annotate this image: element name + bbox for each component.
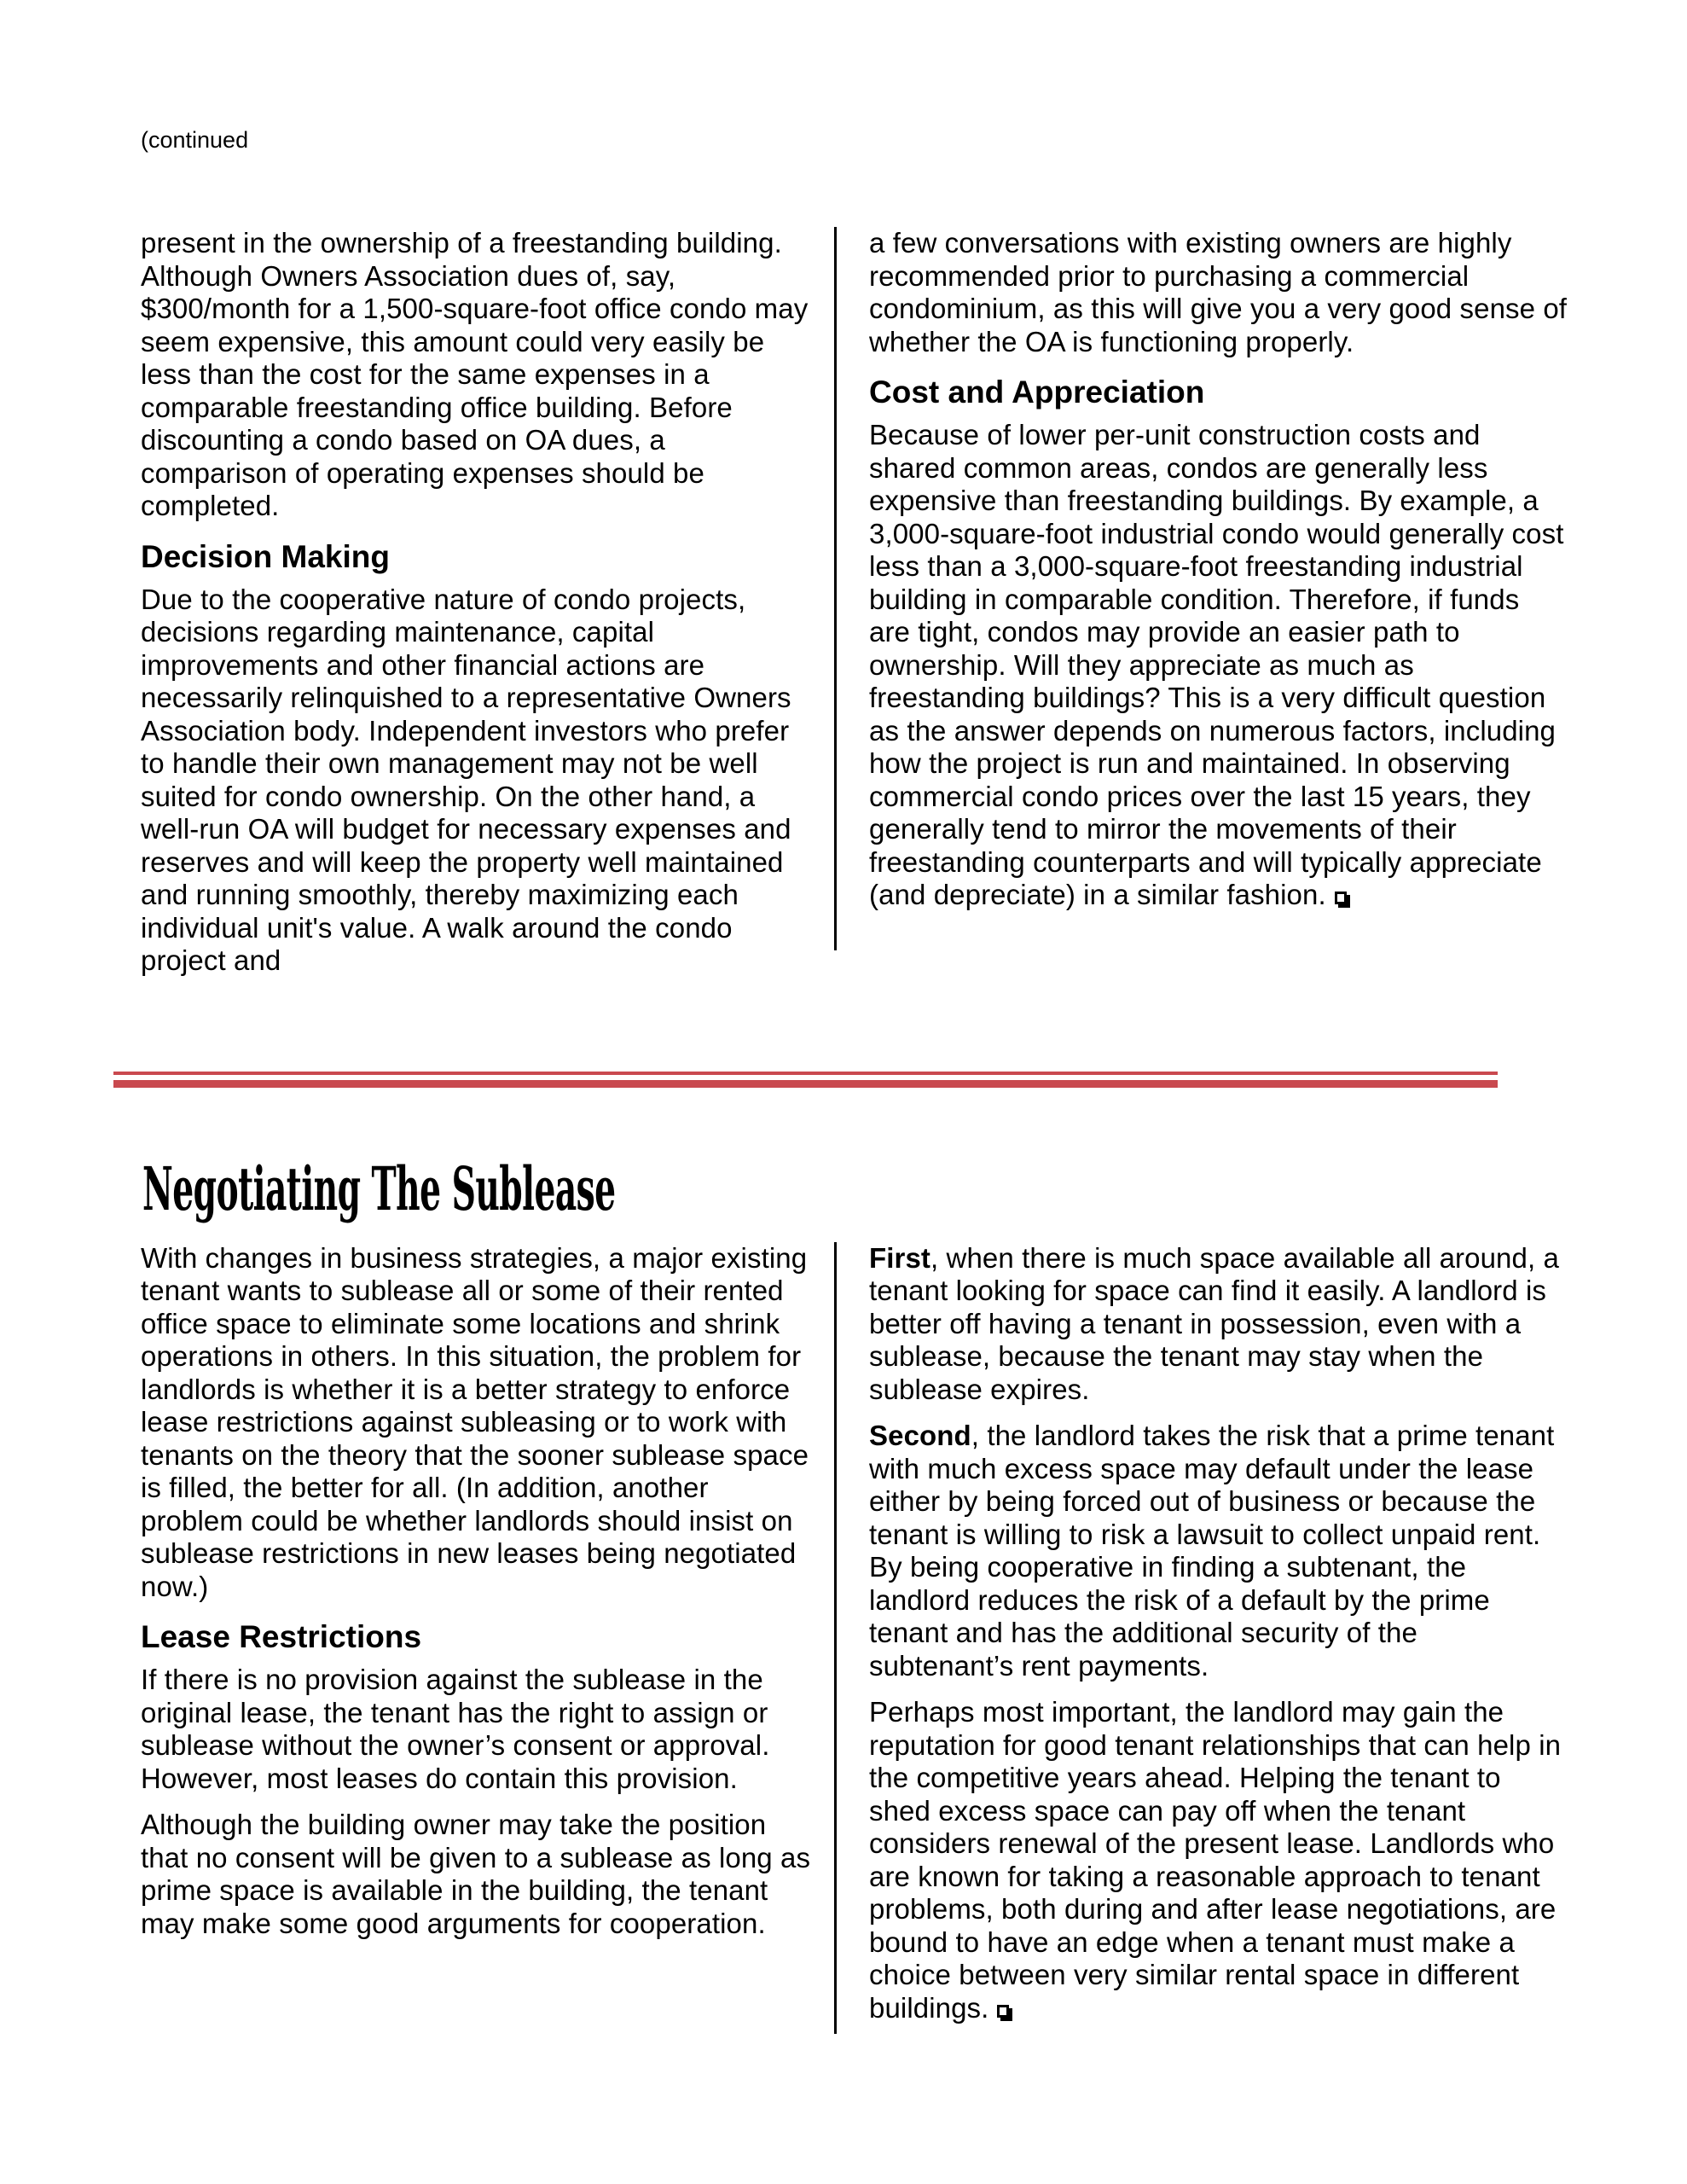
article-title: Negotiating The Sublease — [142, 1153, 616, 1224]
paragraph: Due to the cooperative nature of condo projects, decisions regarding maintenance, capital improvements and other financial actions are necessarily relinquished to a representative Owners Association body. Independent investors who prefer to handle their own management may not be well suited for condo ownership. On the other hand, a well-run OA will budget for necessary expenses and reserves and will keep the property well maintained and running smoothly, thereby maximizing each individual unit's value. A walk around the condo project and — [141, 583, 791, 976]
paragraph: With changes in business strategies, a major existing tenant wants to sublease all or some of their rented office space to eliminate some locations and shrink operations in others. In this situation, the problem for landlords is whether it is a better strategy to enforce lease restrictions against subleasing or to work with tenants on the theory that the sooner sublease space is filled, the better for all. (In addition, another problem could be whether landlords should insist on sublease restrictions in new leases being negotiated now.) — [141, 1241, 809, 1602]
end-of-article-icon — [1335, 892, 1347, 904]
paragraph: Although the building owner may take the position that no consent will be given to a sublease as long as prime space is available in the building, the tenant may make some good arguments for cooperation. — [141, 1809, 811, 1939]
paragraph-lead-word: Second — [869, 1420, 971, 1451]
article-bottom-section — [141, 1242, 1568, 2034]
paragraph — [869, 1242, 1568, 1407]
section-heading-lease-restrictions: Lease Restrictions — [141, 1619, 422, 1654]
paragraph: present in the ownership of a freestanding building. Although Owners Association dues of, say, $300/month for a 1,500-square-foot office condo may seem expensive, this amount could very easily be less than the cost for the same expenses in a comparable freestanding office building. Before discounting a condo based on OA dues, a comparison of operating expenses should be completed. — [141, 227, 809, 521]
article-top-section — [141, 227, 1568, 978]
paragraph: If there is no provision against the sublease in the original lease, the tenant has the right to assign or sublease without the owner’s consent or approval. However, most leases do contain this provision. — [141, 1664, 770, 1794]
paragraph-lead-word: First — [869, 1241, 931, 1274]
article-top-right-column — [869, 227, 1568, 912]
paragraph-text: , when there is much space available all around, a tenant looking for space can find it easily. A landlord is better off having a tenant in possession, even with a sublease, because the tenant may stay when the sublease expires. — [869, 1241, 1559, 1405]
paragraph-text: , the landlord takes the risk that a prime tenant with much excess space may default under the lease either by being forced out of business or because the tenant is willing to risk a lawsuit to collect unpaid rent. By being cooperative in finding a subtenant, the landlord reduces the risk of a default by the prime tenant and has the additional security of the subtenant’s rent payments. — [869, 1420, 1555, 1682]
paragraph-text: Perhaps most important, the landlord may gain the reputation for good tenant relationships that can help in the competitive years ahead. Helping the tenant to shed excess space can pay off when the tenant considers renewal of the present lease. Landlords who are known for taking a reasonable approach to tenant problems, both during and after lease negotiations, are bound to have an edge when a tenant must make a choice between very similar rental space in different buildings. — [869, 1696, 1562, 2024]
column-divider-rule — [834, 227, 837, 950]
paragraph-text: Because of lower per-unit construction costs and shared common areas, condos are generally less expensive than freestanding buildings. By example, a 3,000-square-foot industrial condo would generally cost less than a 3,000-square-foot freestanding industrial building in comparable condition. Therefore, if funds are tight, condos may provide an easier path to ownership. Will they appreciate as much as freestanding buildings? This is a very difficult question as the answer depends on numerous factors, including how the project is run and maintained. In observing commercial condo prices over the last 15 years, they generally tend to mirror the movements of their freestanding counterparts and will typically appreciate (and depreciate) in a similar fashion. — [869, 419, 1564, 910]
section-heading-decision-making: Decision Making — [141, 538, 390, 574]
paragraph — [869, 1420, 1568, 1682]
article-bottom-left-column — [141, 1242, 815, 1941]
paragraph — [869, 419, 1568, 912]
article-bottom-right-column — [869, 1242, 1568, 2025]
article-separator-rule — [113, 1072, 1498, 1088]
end-of-article-icon — [997, 2005, 1009, 2018]
section-heading-cost-and-appreciation: Cost and Appreciation — [869, 375, 1205, 410]
column-divider-rule — [834, 1242, 837, 2034]
paragraph — [869, 1696, 1568, 2024]
separator-thick-line — [113, 1080, 1498, 1088]
article-top-left-column — [141, 227, 815, 978]
continued-label: (continued — [141, 127, 249, 153]
paragraph: a few conversations with existing owners are highly recommended prior to purchasing a commercial condominium, as this will give you a very good sense of whether the OA is functioning properly. — [869, 227, 1568, 357]
